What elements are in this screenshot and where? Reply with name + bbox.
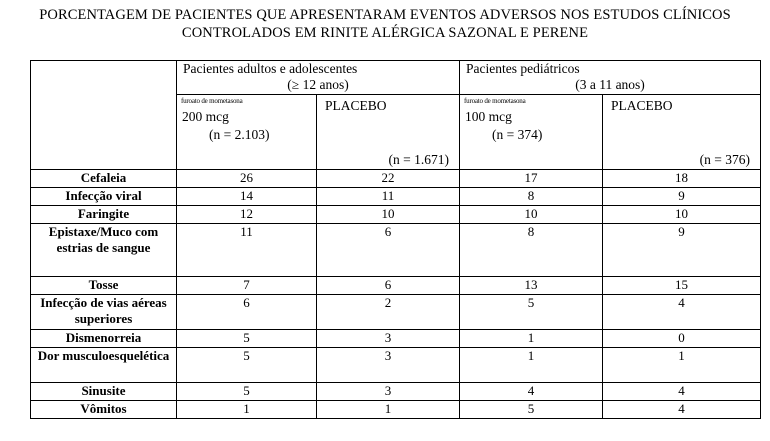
cell-value: 6 bbox=[317, 224, 460, 277]
cell-value: 4 bbox=[460, 383, 603, 401]
table-row bbox=[31, 401, 761, 419]
adult-drug-header bbox=[177, 95, 317, 170]
table-row bbox=[31, 295, 761, 330]
row-label: Dor musculoesquelética bbox=[31, 348, 177, 383]
sample-size: (n = 374) bbox=[492, 127, 543, 142]
cell-value: 6 bbox=[177, 295, 317, 330]
cell-value: 8 bbox=[460, 188, 603, 206]
cell-value: 6 bbox=[317, 277, 460, 295]
row-label: Epistaxe/Muco com estrias de sangue bbox=[31, 224, 177, 277]
row-label: Vômitos bbox=[31, 401, 177, 419]
title-line-1: PORCENTAGEM DE PACIENTES QUE APRESENTARAM EVENTOS ADVERSOS NOS ESTUDOS CLÍNICOS bbox=[39, 7, 731, 23]
table-row bbox=[31, 348, 761, 383]
cell-value: 10 bbox=[603, 206, 761, 224]
cell-value: 4 bbox=[603, 295, 761, 330]
cell-value: 11 bbox=[177, 224, 317, 277]
placebo-label: PLACEBO bbox=[325, 98, 387, 113]
cell-value: 18 bbox=[603, 170, 761, 188]
cell-value: 4 bbox=[603, 401, 761, 419]
cell-value: 7 bbox=[177, 277, 317, 295]
cell-value: 17 bbox=[460, 170, 603, 188]
title-line-2: CONTROLADOS EM RINITE ALÉRGICA SAZONAL E PERENE bbox=[181, 25, 589, 41]
sample-size: (n = 376) bbox=[699, 152, 751, 167]
drug-name: furoato de mometasona bbox=[181, 97, 243, 105]
cell-value: 5 bbox=[177, 383, 317, 401]
cell-value: 5 bbox=[460, 295, 603, 330]
cell-value: 9 bbox=[603, 224, 761, 277]
cell-value: 0 bbox=[603, 330, 761, 348]
table-row bbox=[31, 330, 761, 348]
cell-value: 10 bbox=[317, 206, 460, 224]
row-label: Infecção de vias aéreas superiores bbox=[31, 295, 177, 330]
table-row bbox=[31, 277, 761, 295]
table-row bbox=[31, 224, 761, 277]
row-label: Dismenorreia bbox=[31, 330, 177, 348]
cell-value: 1 bbox=[460, 348, 603, 383]
cell-value: 1 bbox=[603, 348, 761, 383]
corner-cell bbox=[31, 61, 177, 170]
sample-size: (n = 1.671) bbox=[388, 152, 450, 167]
table-row bbox=[31, 206, 761, 224]
cell-value: 2 bbox=[317, 295, 460, 330]
cell-value: 12 bbox=[177, 206, 317, 224]
table-row bbox=[31, 170, 761, 188]
cell-value: 15 bbox=[603, 277, 761, 295]
table-row bbox=[31, 188, 761, 206]
cell-value: 22 bbox=[317, 170, 460, 188]
row-label: Faringite bbox=[31, 206, 177, 224]
cell-value: 8 bbox=[460, 224, 603, 277]
row-label: Sinusite bbox=[31, 383, 177, 401]
adult-placebo-header bbox=[317, 95, 460, 170]
cell-value: 1 bbox=[317, 401, 460, 419]
cell-value: 14 bbox=[177, 188, 317, 206]
ped-placebo-header bbox=[603, 95, 761, 170]
drug-dose: 100 mcg bbox=[465, 109, 512, 124]
row-label: Infecção viral bbox=[31, 188, 177, 206]
ped-drug-header bbox=[460, 95, 603, 170]
drug-dose: 200 mcg bbox=[182, 109, 229, 124]
cell-value: 10 bbox=[460, 206, 603, 224]
cell-value: 3 bbox=[317, 330, 460, 348]
table-row bbox=[31, 383, 761, 401]
cell-value: 3 bbox=[317, 383, 460, 401]
pediatric-group-header: Pacientes pediátricos (3 a 11 anos) bbox=[460, 61, 761, 95]
cell-value: 4 bbox=[603, 383, 761, 401]
adverse-events-table bbox=[30, 60, 761, 419]
cell-value: 1 bbox=[177, 401, 317, 419]
sample-size: (n = 2.103) bbox=[209, 127, 270, 142]
cell-value: 9 bbox=[603, 188, 761, 206]
group-header-row bbox=[31, 61, 761, 95]
document-title bbox=[0, 6, 770, 42]
cell-value: 1 bbox=[460, 330, 603, 348]
cell-value: 13 bbox=[460, 277, 603, 295]
cell-value: 5 bbox=[460, 401, 603, 419]
adults-group-header: Pacientes adultos e adolescentes (≥ 12 anos) bbox=[177, 61, 460, 95]
placebo-label: PLACEBO bbox=[611, 98, 673, 113]
cell-value: 26 bbox=[177, 170, 317, 188]
cell-value: 3 bbox=[317, 348, 460, 383]
drug-name: furoato de mometasona bbox=[464, 97, 526, 105]
row-label: Tosse bbox=[31, 277, 177, 295]
cell-value: 5 bbox=[177, 330, 317, 348]
row-label: Cefaleia bbox=[31, 170, 177, 188]
cell-value: 11 bbox=[317, 188, 460, 206]
cell-value: 5 bbox=[177, 348, 317, 383]
